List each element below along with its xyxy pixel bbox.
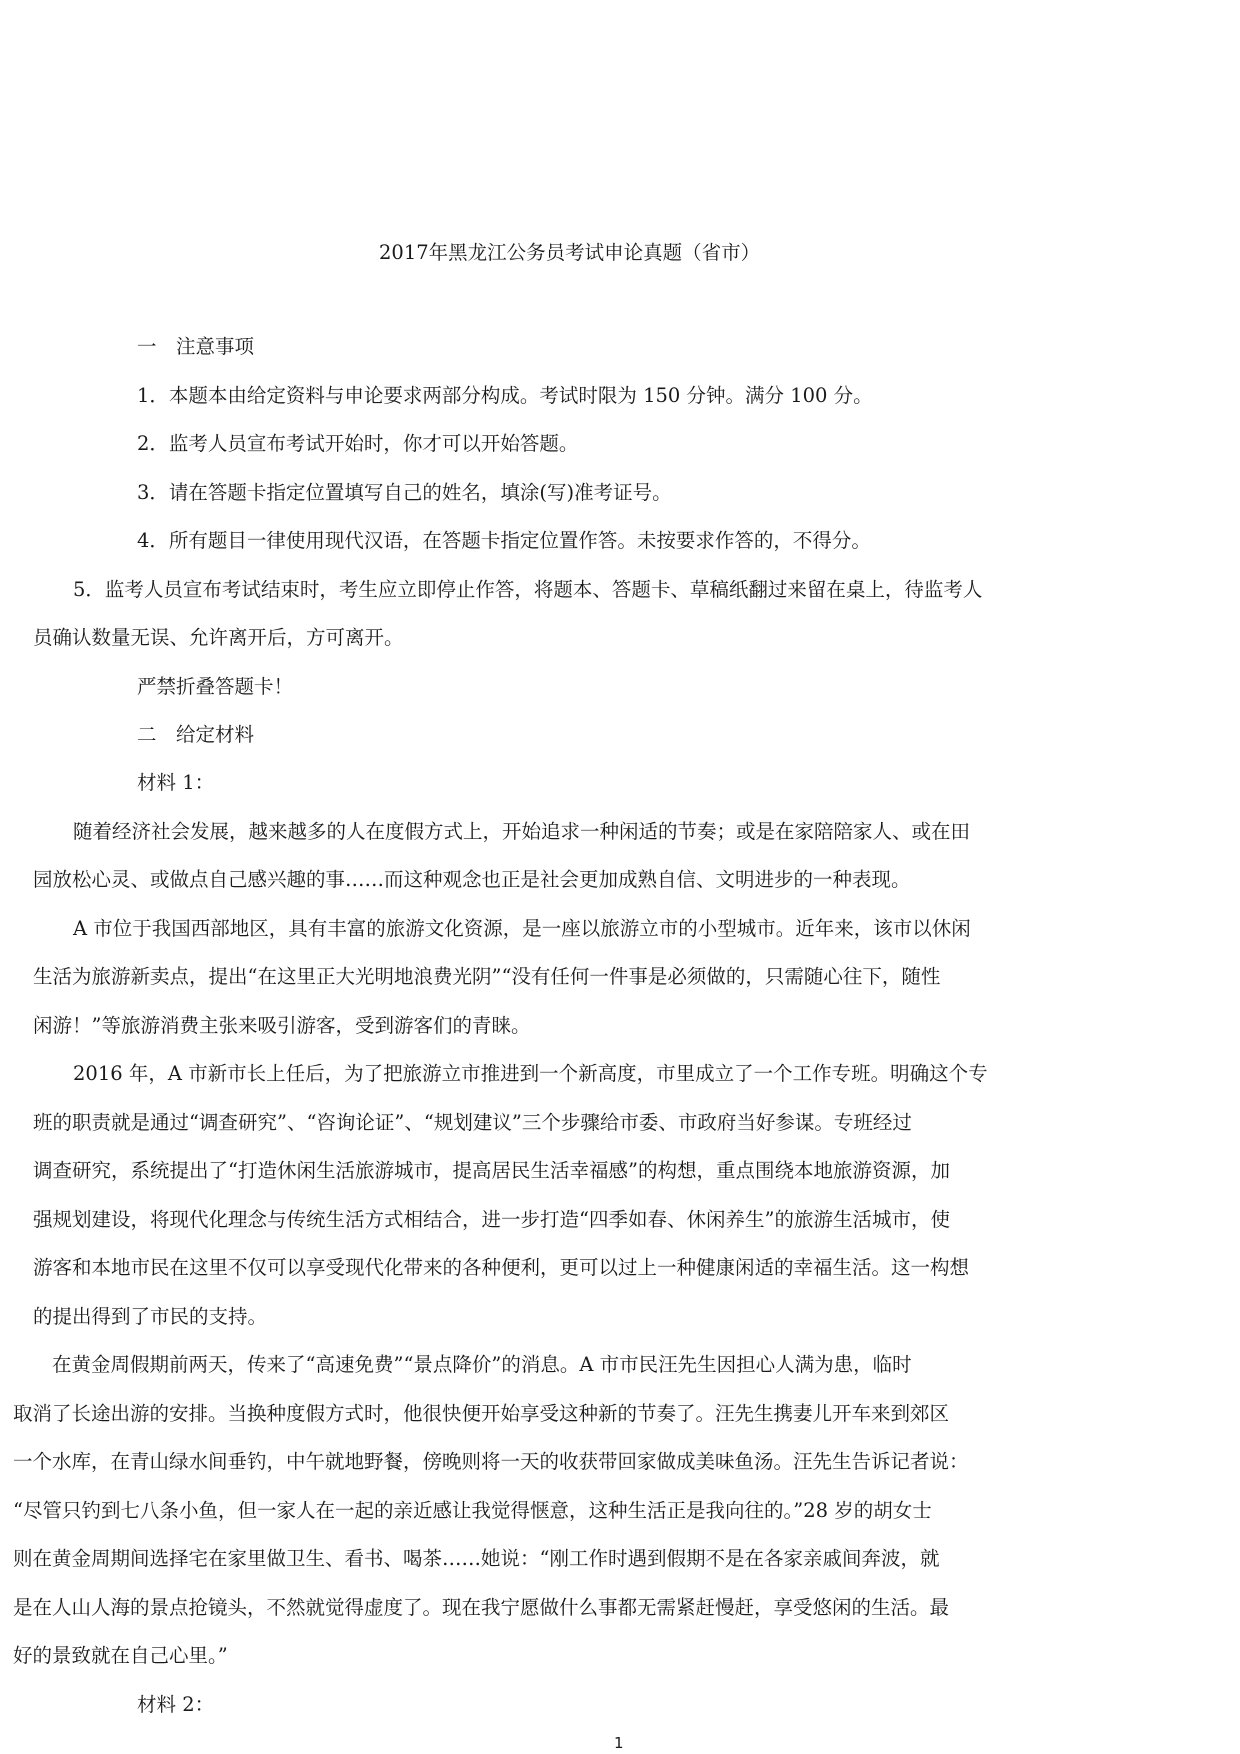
material-1-paragraph-4-line-5: 则在黄金周期间选择宅在家里做卫生、看书、喝茶……她说：“刚工作时遇到假期不是在各家亲戚间奔波，就 [13, 1547, 940, 1570]
notice-item-3: 3．请在答题卡指定位置填写自己的姓名，填涂(写)准考证号。 [137, 481, 672, 504]
material-1-paragraph-4-line-1: 在黄金周假期前两天，传来了“高速免费”“景点降价”的消息。A 市市民汪先生因担心人满为患，临时 [52, 1353, 912, 1376]
material-2-label: 材料 2： [137, 1693, 215, 1716]
material-1-paragraph-4-line-3: 一个水库，在青山绿水间垂钓，中午就地野餐，傍晚则将一天的收获带回家做成美味鱼汤。汪先生告诉记者说： [13, 1450, 969, 1473]
material-1-paragraph-4-line-2: 取消了长途出游的安排。当换种度假方式时，他很快便开始享受这种新的节奏了。汪先生携妻儿开车来到郊区 [13, 1402, 950, 1425]
notice-heading: 一 注意事项 [137, 335, 255, 358]
material-1-paragraph-1-line-2: 园放松心灵、或做点自己感兴趣的事……而这种观念也正是社会更加成熟自信、文明进步的一种表现。 [33, 868, 911, 891]
material-1-paragraph-2-line-3: 闲游！”等旅游消费主张来吸引游客，受到游客们的青睐。 [33, 1014, 531, 1037]
material-1-paragraph-1-line-1: 随着经济社会发展，越来越多的人在度假方式上，开始追求一种闲适的节奏；或是在家陪陪家人、或在田 [73, 820, 971, 843]
material-1-paragraph-2-line-1: A 市位于我国西部地区，具有丰富的旅游文化资源，是一座以旅游立市的小型城市。近年来，该市以休闲 [73, 917, 971, 940]
material-1-paragraph-4-line-7: 好的景致就在自己心里。” [13, 1644, 228, 1667]
material-1-paragraph-2-line-2: 生活为旅游新卖点，提出“在这里正大光明地浪费光阴”“没有任何一件事是必须做的，只需随心往下，随性 [33, 965, 941, 988]
document-title: 2017年黑龙江公务员考试申论真题（省市） [379, 241, 761, 264]
material-1-paragraph-4-line-6: 是在人山人海的景点抢镜头，不然就觉得虚度了。现在我宁愿做什么事都无需紧赶慢赶，享受悠闲的生活。最 [13, 1596, 950, 1619]
material-1-paragraph-3-line-4: 强规划建设，将现代化理念与传统生活方式相结合，进一步打造“四季如春、休闲养生”的旅游生活城市，使 [33, 1208, 950, 1231]
notice-item-5-line-1: 5．监考人员宣布考试结束时，考生应立即停止作答，将题本、答题卡、草稿纸翻过来留在桌上，待监考人 [73, 578, 983, 601]
material-1-paragraph-3-line-1: 2016 年，A 市新市长上任后，为了把旅游立市推进到一个新高度，市里成立了一个工作专班。明确这个专 [73, 1062, 988, 1085]
notice-item-4: 4．所有题目一律使用现代汉语，在答题卡指定位置作答。未按要求作答的，不得分。 [137, 529, 871, 552]
page-number: 1 [614, 1734, 624, 1752]
notice-item-1: 1．本题本由给定资料与申论要求两部分构成。考试时限为 150 分钟。满分 100 分。 [137, 384, 873, 407]
notice-item-5-line-2: 员确认数量无误、允许离开后，方可离开。 [33, 626, 404, 649]
material-1-label: 材料 1： [137, 771, 215, 794]
material-1-paragraph-3-line-3: 调查研究，系统提出了“打造休闲生活旅游城市，提高居民生活幸福感”的构想，重点围绕本地旅游资源，加 [33, 1159, 950, 1182]
material-1-paragraph-3-line-5: 游客和本地市民在这里不仅可以享受现代化带来的各种便利，更可以过上一种健康闲适的幸福生活。这一构想 [33, 1256, 970, 1279]
material-1-paragraph-3-line-6: 的提出得到了市民的支持。 [33, 1305, 268, 1328]
material-1-paragraph-3-line-2: 班的职责就是通过“调查研究”、“咨询论证”、“规划建议”三个步骤给市委、市政府当好参谋。专班经过 [33, 1111, 912, 1134]
material-1-paragraph-4-line-4: “尽管只钓到七八条小鱼，但一家人在一起的亲近感让我觉得惬意，这种生活正是我向往的。”28 岁的胡女士 [13, 1499, 932, 1522]
notice-warning: 严禁折叠答题卡！ [137, 675, 294, 698]
notice-item-2: 2．监考人员宣布考试开始时，你才可以开始答题。 [137, 432, 579, 455]
materials-heading: 二 给定材料 [137, 723, 255, 746]
